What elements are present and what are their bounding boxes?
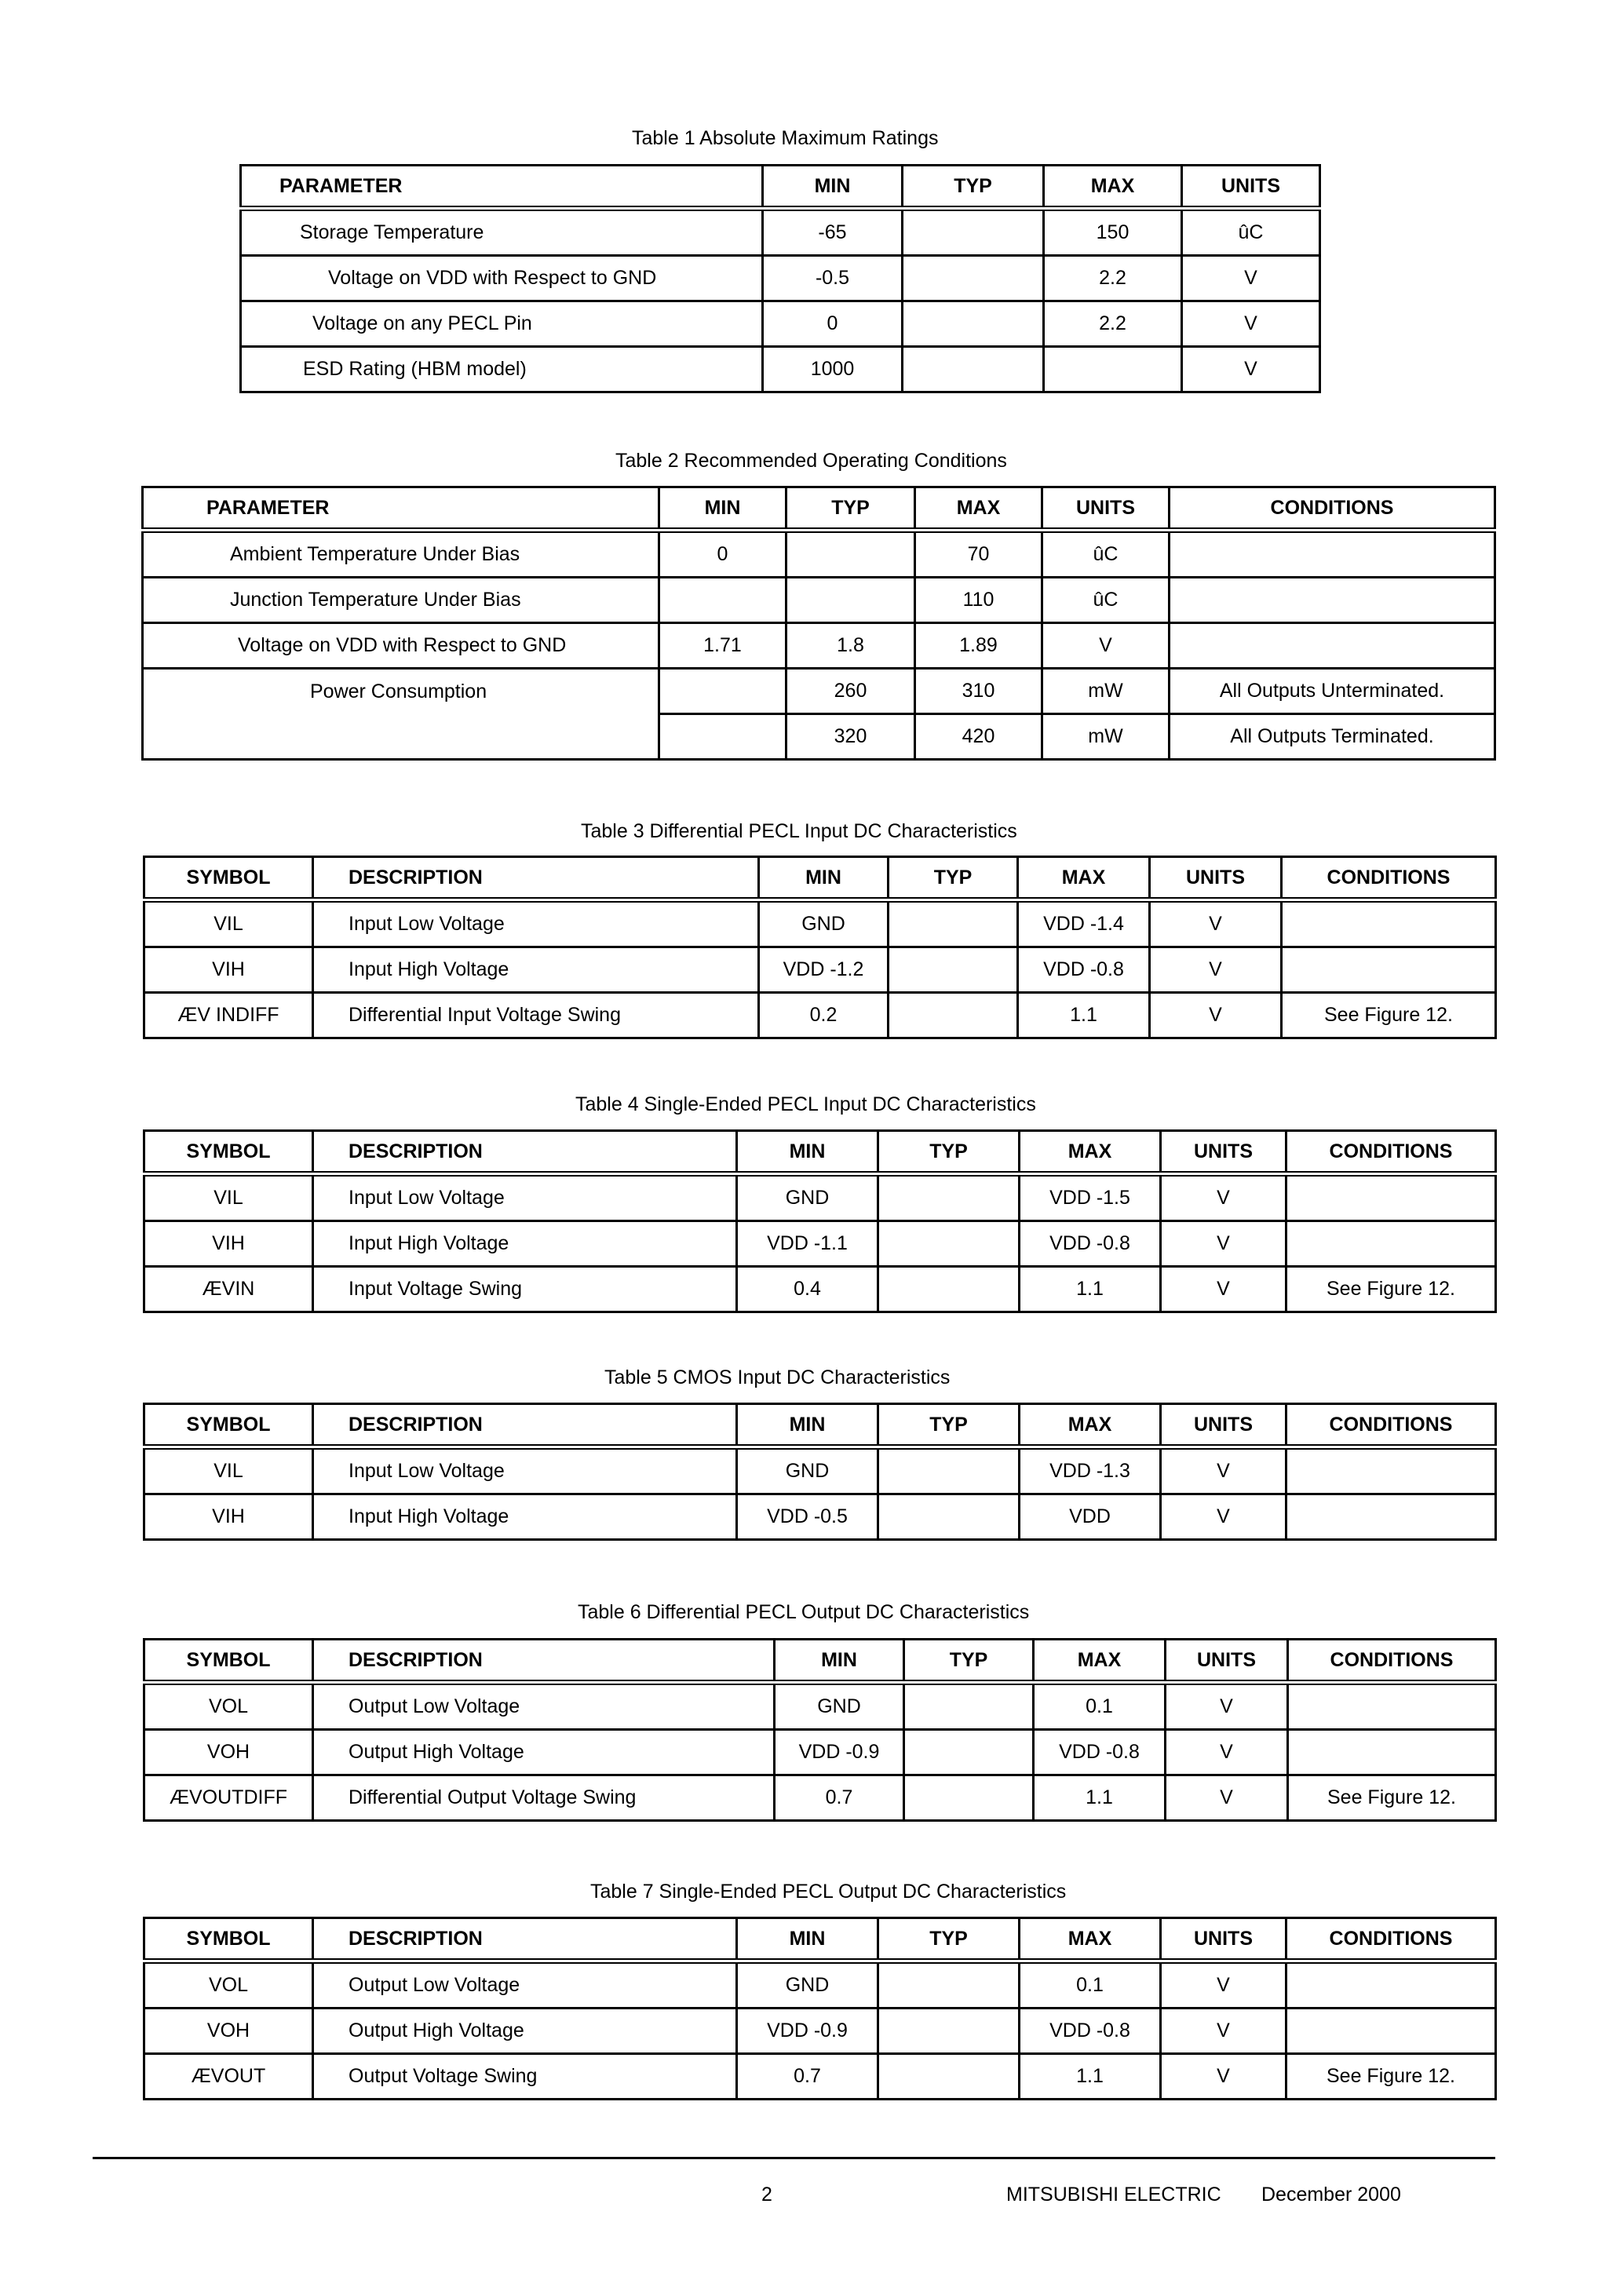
- cell-symbol: ÆVOUT: [144, 2054, 313, 2100]
- header-typ: TYP: [878, 1404, 1020, 1447]
- cell-min: -0.5: [763, 256, 903, 301]
- header-description: DESCRIPTION: [313, 1131, 737, 1174]
- table3-differential-pecl-input: [143, 856, 1497, 1039]
- header-conditions: CONDITIONS: [1286, 1404, 1496, 1447]
- header-min: MIN: [737, 1404, 878, 1447]
- header-symbol: SYMBOL: [144, 1640, 313, 1683]
- table-row: [144, 1683, 1496, 1730]
- header-typ: TYP: [878, 1131, 1020, 1174]
- cell-max: VDD -1.4: [1018, 900, 1150, 947]
- table-row: [144, 1775, 1496, 1821]
- cell-units: V: [1166, 1683, 1288, 1730]
- cell-description: Input Voltage Swing: [313, 1267, 737, 1312]
- page-number: 2: [761, 2184, 772, 2206]
- cell-typ: [889, 947, 1018, 993]
- cell-max: 0.1: [1034, 1683, 1166, 1730]
- header-symbol: SYMBOL: [144, 1404, 313, 1447]
- table-row: [144, 900, 1496, 947]
- table-row: [143, 623, 1495, 669]
- table-row: [143, 578, 1495, 623]
- cell-typ: [889, 900, 1018, 947]
- footer-company: MITSUBISHI ELECTRIC: [1006, 2184, 1221, 2206]
- cell-symbol: VIL: [144, 900, 313, 947]
- header-max: MAX: [1020, 1131, 1161, 1174]
- cell-max: VDD -1.5: [1020, 1174, 1161, 1221]
- cell-conditions: [1286, 1221, 1496, 1267]
- cell-parameter: Voltage on VDD with Respect to GND: [143, 623, 659, 669]
- cell-description: Differential Output Voltage Swing: [313, 1775, 775, 1821]
- cell-max: 1.1: [1020, 1267, 1161, 1312]
- cell-max: 1.89: [915, 623, 1042, 669]
- header-parameter: PARAMETER: [241, 166, 763, 209]
- table-header-row: [143, 487, 1495, 531]
- cell-description: Output Low Voltage: [313, 1683, 775, 1730]
- header-units: UNITS: [1166, 1640, 1288, 1683]
- table5-cmos-input: [143, 1403, 1497, 1541]
- cell-typ: [903, 209, 1044, 256]
- cell-units: V: [1161, 1174, 1286, 1221]
- cell-symbol: VOL: [144, 1683, 313, 1730]
- cell-min: GND: [737, 1174, 878, 1221]
- cell-max: 420: [915, 714, 1042, 760]
- table-row: [144, 1174, 1496, 1221]
- cell-min: GND: [737, 1447, 878, 1494]
- cell-min: GND: [775, 1683, 904, 1730]
- cell-max: 70: [915, 531, 1042, 578]
- cell-symbol: VOH: [144, 1730, 313, 1775]
- cell-max: 1.1: [1034, 1775, 1166, 1821]
- header-units: UNITS: [1042, 487, 1170, 531]
- cell-units: V: [1042, 623, 1170, 669]
- cell-units: V: [1166, 1730, 1288, 1775]
- table-row: [144, 993, 1496, 1038]
- table1-absolute-max-ratings: [239, 164, 1321, 393]
- cell-min: [659, 578, 786, 623]
- cell-min: 0.2: [759, 993, 889, 1038]
- header-units: UNITS: [1161, 1131, 1286, 1174]
- cell-max: 110: [915, 578, 1042, 623]
- header-typ: TYP: [786, 487, 915, 531]
- cell-max: VDD -0.8: [1018, 947, 1150, 993]
- cell-units: mW: [1042, 669, 1170, 714]
- cell-description: Output Low Voltage: [313, 1961, 737, 2009]
- cell-conditions: [1288, 1683, 1496, 1730]
- cell-typ: [878, 2054, 1020, 2100]
- cell-conditions: [1170, 531, 1495, 578]
- table-row: [241, 256, 1320, 301]
- cell-conditions: See Figure 12.: [1286, 2054, 1496, 2100]
- header-min: MIN: [763, 166, 903, 209]
- cell-max: VDD -1.3: [1020, 1447, 1161, 1494]
- cell-units: ûC: [1042, 531, 1170, 578]
- cell-conditions: [1170, 623, 1495, 669]
- cell-symbol: VOH: [144, 2009, 313, 2054]
- cell-max: VDD -0.8: [1020, 2009, 1161, 2054]
- cell-max: VDD -0.8: [1034, 1730, 1166, 1775]
- footer-rule: [93, 2157, 1495, 2159]
- header-units: UNITS: [1161, 1404, 1286, 1447]
- table-row: [144, 1494, 1496, 1540]
- cell-units: ûC: [1042, 578, 1170, 623]
- cell-description: Differential Input Voltage Swing: [313, 993, 759, 1038]
- header-description: DESCRIPTION: [313, 857, 759, 900]
- cell-description: Output Voltage Swing: [313, 2054, 737, 2100]
- cell-units: ûC: [1182, 209, 1320, 256]
- table-header-row: [144, 1918, 1496, 1961]
- header-typ: TYP: [904, 1640, 1034, 1683]
- header-max: MAX: [915, 487, 1042, 531]
- header-typ: TYP: [889, 857, 1018, 900]
- cell-min: 0: [763, 301, 903, 347]
- footer-date: December 2000: [1261, 2184, 1401, 2206]
- cell-units: V: [1182, 347, 1320, 392]
- cell-parameter: Voltage on any PECL Pin: [241, 301, 763, 347]
- cell-conditions: [1286, 1961, 1496, 2009]
- cell-max: VDD -0.8: [1020, 1221, 1161, 1267]
- cell-typ: 260: [786, 669, 915, 714]
- header-description: DESCRIPTION: [313, 1918, 737, 1961]
- cell-max: 2.2: [1044, 256, 1182, 301]
- header-conditions: CONDITIONS: [1286, 1918, 1496, 1961]
- cell-max: 0.1: [1020, 1961, 1161, 2009]
- cell-min: 0.7: [775, 1775, 904, 1821]
- header-max: MAX: [1034, 1640, 1166, 1683]
- cell-units: V: [1161, 1221, 1286, 1267]
- cell-units: V: [1161, 1447, 1286, 1494]
- cell-min: [659, 714, 786, 760]
- cell-units: V: [1161, 2054, 1286, 2100]
- header-symbol: SYMBOL: [144, 1918, 313, 1961]
- cell-symbol: VIH: [144, 947, 313, 993]
- table-row: [241, 301, 1320, 347]
- cell-conditions: See Figure 12.: [1286, 1267, 1496, 1312]
- cell-description: Input Low Voltage: [313, 900, 759, 947]
- cell-min: 0.7: [737, 2054, 878, 2100]
- table-row: [144, 1221, 1496, 1267]
- header-max: MAX: [1020, 1404, 1161, 1447]
- cell-description: Output High Voltage: [313, 1730, 775, 1775]
- cell-description: Input High Voltage: [313, 947, 759, 993]
- cell-conditions: All Outputs Unterminated.: [1170, 669, 1495, 714]
- cell-parameter: Voltage on VDD with Respect to GND: [241, 256, 763, 301]
- header-parameter: PARAMETER: [143, 487, 659, 531]
- table-row: [144, 1447, 1496, 1494]
- cell-conditions: [1286, 1494, 1496, 1540]
- cell-description: Output High Voltage: [313, 2009, 737, 2054]
- table-header-row: [144, 857, 1496, 900]
- table-header-row: [144, 1404, 1496, 1447]
- cell-conditions: [1286, 2009, 1496, 2054]
- header-typ: TYP: [878, 1918, 1020, 1961]
- table-row: [241, 209, 1320, 256]
- cell-max: 2.2: [1044, 301, 1182, 347]
- cell-min: VDD -0.5: [737, 1494, 878, 1540]
- header-conditions: CONDITIONS: [1286, 1131, 1496, 1174]
- cell-typ: [878, 1494, 1020, 1540]
- header-min: MIN: [737, 1131, 878, 1174]
- cell-units: V: [1150, 900, 1282, 947]
- cell-symbol: VOL: [144, 1961, 313, 2009]
- cell-typ: [878, 1961, 1020, 2009]
- cell-conditions: See Figure 12.: [1282, 993, 1496, 1038]
- cell-units: V: [1182, 256, 1320, 301]
- cell-symbol: VIH: [144, 1221, 313, 1267]
- cell-parameter: ESD Rating (HBM model): [241, 347, 763, 392]
- header-description: DESCRIPTION: [313, 1640, 775, 1683]
- cell-min: [659, 669, 786, 714]
- cell-typ: [889, 993, 1018, 1038]
- cell-description: Input High Voltage: [313, 1221, 737, 1267]
- cell-description: Input Low Voltage: [313, 1174, 737, 1221]
- table-row: [143, 669, 1495, 714]
- cell-max: 150: [1044, 209, 1182, 256]
- cell-symbol: ÆV INDIFF: [144, 993, 313, 1038]
- header-symbol: SYMBOL: [144, 857, 313, 900]
- cell-conditions: [1286, 1447, 1496, 1494]
- cell-typ: [878, 1174, 1020, 1221]
- table-header-row: [144, 1640, 1496, 1683]
- cell-typ: [878, 1221, 1020, 1267]
- cell-typ: [786, 578, 915, 623]
- cell-units: V: [1166, 1775, 1288, 1821]
- header-min: MIN: [659, 487, 786, 531]
- table-row: [144, 947, 1496, 993]
- cell-typ: [904, 1775, 1034, 1821]
- cell-min: -65: [763, 209, 903, 256]
- table-row: [144, 1961, 1496, 2009]
- cell-min: 1000: [763, 347, 903, 392]
- table-row: [144, 2054, 1496, 2100]
- table4-single-ended-pecl-input: [143, 1129, 1497, 1313]
- cell-typ: [878, 2009, 1020, 2054]
- cell-min: GND: [759, 900, 889, 947]
- cell-typ: 1.8: [786, 623, 915, 669]
- header-min: MIN: [737, 1918, 878, 1961]
- cell-typ: [904, 1683, 1034, 1730]
- cell-units: V: [1161, 1961, 1286, 2009]
- cell-symbol: VIL: [144, 1174, 313, 1221]
- table2-recommended-operating-conditions: [141, 486, 1496, 761]
- header-description: DESCRIPTION: [313, 1404, 737, 1447]
- cell-units: V: [1150, 947, 1282, 993]
- cell-units: V: [1150, 993, 1282, 1038]
- cell-max: 310: [915, 669, 1042, 714]
- cell-symbol: VIL: [144, 1447, 313, 1494]
- cell-conditions: [1288, 1730, 1496, 1775]
- header-conditions: CONDITIONS: [1288, 1640, 1496, 1683]
- cell-typ: 320: [786, 714, 915, 760]
- cell-conditions: [1282, 900, 1496, 947]
- cell-parameter: Power Consumption: [143, 669, 659, 714]
- cell-min: 0: [659, 531, 786, 578]
- cell-symbol: VIH: [144, 1494, 313, 1540]
- cell-conditions: All Outputs Terminated.: [1170, 714, 1495, 760]
- table-row: [144, 1267, 1496, 1312]
- cell-parameter: Storage Temperature: [241, 209, 763, 256]
- cell-conditions: See Figure 12.: [1288, 1775, 1496, 1821]
- header-units: UNITS: [1182, 166, 1320, 209]
- cell-typ: [903, 347, 1044, 392]
- header-symbol: SYMBOL: [144, 1131, 313, 1174]
- cell-max: [1044, 347, 1182, 392]
- table-row: [143, 531, 1495, 578]
- table-header-row: [144, 1131, 1496, 1174]
- cell-units: V: [1161, 1494, 1286, 1540]
- table6-differential-pecl-output: [143, 1638, 1497, 1822]
- header-max: MAX: [1044, 166, 1182, 209]
- cell-description: Input Low Voltage: [313, 1447, 737, 1494]
- cell-symbol: ÆVOUTDIFF: [144, 1775, 313, 1821]
- cell-parameter: Ambient Temperature Under Bias: [143, 531, 659, 578]
- table7-single-ended-pecl-output: [143, 1917, 1497, 2100]
- cell-min: VDD -0.9: [737, 2009, 878, 2054]
- cell-parameter: Junction Temperature Under Bias: [143, 578, 659, 623]
- cell-typ: [903, 301, 1044, 347]
- cell-max: 1.1: [1020, 2054, 1161, 2100]
- cell-min: VDD -0.9: [775, 1730, 904, 1775]
- header-min: MIN: [759, 857, 889, 900]
- cell-units: V: [1182, 301, 1320, 347]
- table-row: [241, 347, 1320, 392]
- header-conditions: CONDITIONS: [1282, 857, 1496, 900]
- cell-max: VDD: [1020, 1494, 1161, 1540]
- table-row: [144, 2009, 1496, 2054]
- header-min: MIN: [775, 1640, 904, 1683]
- header-max: MAX: [1018, 857, 1150, 900]
- cell-max: 1.1: [1018, 993, 1150, 1038]
- cell-typ: [878, 1447, 1020, 1494]
- cell-min: 0.4: [737, 1267, 878, 1312]
- cell-min: GND: [737, 1961, 878, 2009]
- cell-conditions: [1282, 947, 1496, 993]
- cell-typ: [786, 531, 915, 578]
- cell-conditions: [1170, 578, 1495, 623]
- cell-parameter: [143, 714, 659, 760]
- cell-typ: [904, 1730, 1034, 1775]
- cell-description: Input High Voltage: [313, 1494, 737, 1540]
- cell-units: mW: [1042, 714, 1170, 760]
- cell-typ: [903, 256, 1044, 301]
- table-row: [144, 1730, 1496, 1775]
- cell-symbol: ÆVIN: [144, 1267, 313, 1312]
- header-units: UNITS: [1150, 857, 1282, 900]
- cell-conditions: [1286, 1174, 1496, 1221]
- header-typ: TYP: [903, 166, 1044, 209]
- cell-typ: [878, 1267, 1020, 1312]
- cell-units: V: [1161, 2009, 1286, 2054]
- cell-min: VDD -1.1: [737, 1221, 878, 1267]
- table-row: [143, 714, 1495, 760]
- header-conditions: CONDITIONS: [1170, 487, 1495, 531]
- cell-units: V: [1161, 1267, 1286, 1312]
- header-max: MAX: [1020, 1918, 1161, 1961]
- table-header-row: [241, 166, 1320, 209]
- cell-min: 1.71: [659, 623, 786, 669]
- header-units: UNITS: [1161, 1918, 1286, 1961]
- cell-min: VDD -1.2: [759, 947, 889, 993]
